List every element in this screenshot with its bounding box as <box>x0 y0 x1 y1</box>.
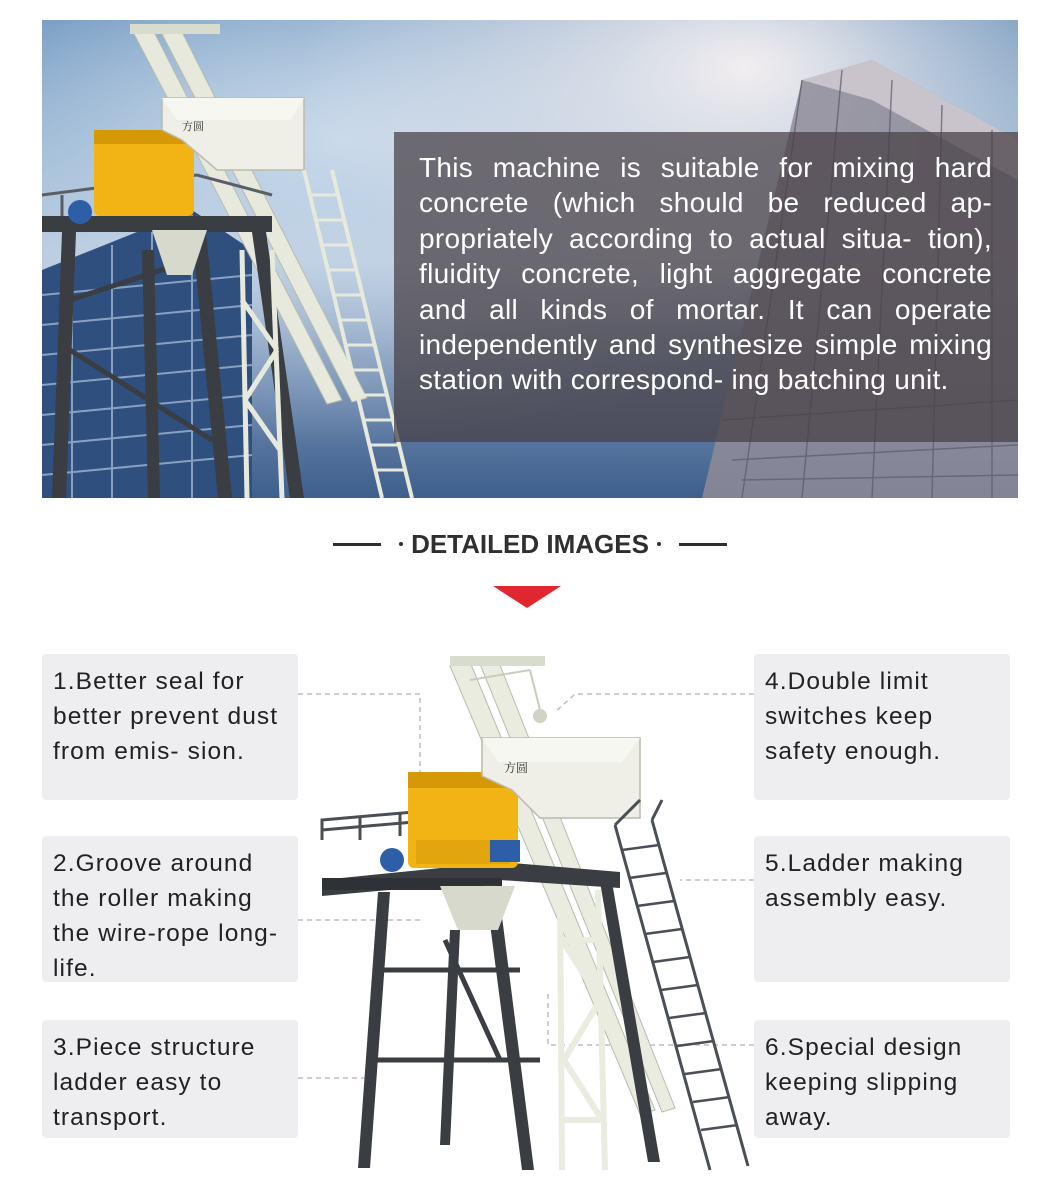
feature-text: 2.Groove around the roller making the wire-rope long-life. <box>53 850 279 982</box>
feature-text: 3.Piece structure ladder easy to transport. <box>53 1034 256 1131</box>
feature-box-2 <box>42 836 298 982</box>
hero-description: This machine is suitable for mixing hard concrete (which should be reduced ap- propriately according to actual situa- tion), fluidity concrete, light aggregate concrete and all kinds of mortar. It can operate independently and synthesize simple mixing station with correspond- ing batching unit. <box>419 152 992 396</box>
product-logo-text: 方圆 <box>504 761 529 775</box>
section-title: DETAILED IMAGES <box>411 528 649 559</box>
feature-box-5 <box>754 836 1010 982</box>
feature-text: 1.Better seal for better prevent dust from emis- sion. <box>53 668 279 765</box>
feature-text: 6.Special design keeping slipping away. <box>765 1034 963 1131</box>
feature-box-6 <box>754 1020 1010 1138</box>
mixer-machine-illustration <box>300 640 760 1180</box>
feature-text: 4.Double limit switches keep safety enough. <box>765 668 942 765</box>
feature-box-4 <box>754 654 1010 800</box>
feature-box-1 <box>42 654 298 800</box>
feature-text: 5.Ladder making assembly easy. <box>765 850 965 912</box>
hero-logo-text: 方圆 <box>182 120 204 133</box>
feature-box-3 <box>42 1020 298 1138</box>
